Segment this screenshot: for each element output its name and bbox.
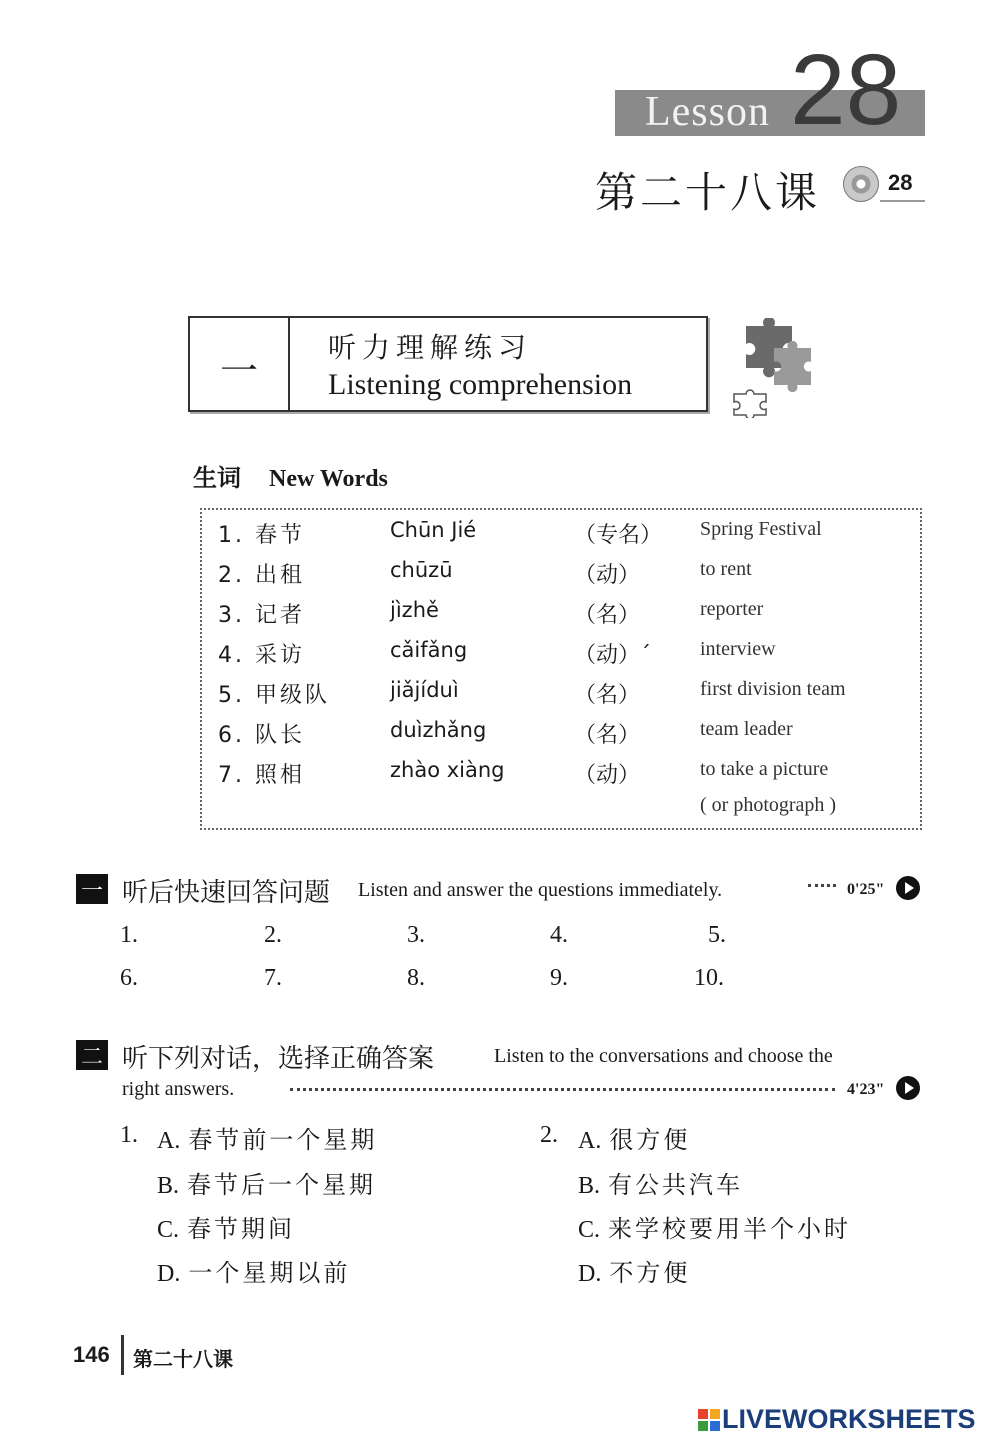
answer-number: 8. bbox=[407, 965, 425, 991]
answer-number: 9. bbox=[550, 965, 568, 991]
option-letter: A. bbox=[578, 1128, 602, 1154]
vocab-part-of-speech: （动） bbox=[574, 563, 641, 588]
exercise-2-leader-dots bbox=[290, 1088, 835, 1091]
exercise-1-audio-time: 0'25" bbox=[847, 881, 885, 898]
option-letter: D. bbox=[157, 1261, 181, 1287]
vocab-english: to rent bbox=[700, 558, 752, 580]
vocab-part-of-speech: （名） bbox=[574, 603, 641, 628]
option-letter: A. bbox=[157, 1128, 181, 1154]
vocab-english: reporter bbox=[700, 598, 764, 620]
option-text: 有公共汽车 bbox=[608, 1171, 744, 1199]
vocab-english: team leader bbox=[700, 718, 793, 740]
option-letter: C. bbox=[157, 1217, 180, 1243]
track-underline bbox=[880, 200, 925, 202]
vocab-pinyin: chūzū bbox=[390, 558, 453, 582]
option-text: 春节期间 bbox=[187, 1215, 296, 1243]
section-title-cn: 听力理解练习 bbox=[328, 331, 533, 364]
option-text: 春节后一个星期 bbox=[187, 1171, 377, 1199]
exercise-1-title-en: Listen and answer the questions immediately. bbox=[358, 879, 723, 901]
exercise-2-play-icon[interactable] bbox=[896, 1076, 920, 1100]
vocab-pinyin: zhào xiàng bbox=[390, 758, 505, 782]
option-letter: B. bbox=[157, 1173, 180, 1199]
page-title: 第二十八课 bbox=[133, 1347, 233, 1371]
vocab-chinese: 2. 出租 bbox=[218, 563, 305, 588]
vocab-chinese: 1. 春节 bbox=[218, 523, 305, 548]
option-text: 很方便 bbox=[609, 1126, 691, 1154]
vocab-chinese: 6. 队长 bbox=[218, 723, 305, 748]
vocab-english: to take a picture bbox=[700, 758, 829, 780]
q2-option-d[interactable] bbox=[578, 1253, 690, 1288]
exercise-2-marker: 二 bbox=[76, 1040, 108, 1070]
vocab-pinyin: Chūn Jié bbox=[390, 518, 477, 542]
vocab-pinyin: duìzhǎng bbox=[390, 718, 487, 742]
vocab-pinyin: jìzhě bbox=[390, 598, 439, 622]
vocab-chinese: 3. 记者 bbox=[218, 603, 305, 628]
vocab-chinese: 5. 甲级队 bbox=[218, 683, 330, 708]
q2-option-a[interactable] bbox=[578, 1120, 690, 1155]
answer-number: 4. bbox=[550, 922, 568, 948]
exercise-2-title-en-cont: right answers. bbox=[122, 1078, 235, 1100]
answer-number: 7. bbox=[264, 965, 282, 991]
vocab-english: Spring Festival bbox=[700, 518, 822, 540]
vocab-part-of-speech: （名） bbox=[574, 683, 641, 708]
exercise-2-title-cn: 听下列对话，选择正确答案 bbox=[122, 1044, 435, 1074]
option-text: 一个星期以前 bbox=[188, 1259, 351, 1287]
vocab-chinese: 7. 照相 bbox=[218, 763, 305, 788]
lesson-title-cn: 第二十八课 bbox=[595, 168, 821, 217]
answer-number: 1. bbox=[120, 922, 138, 948]
vocab-chinese: 4. 采访 bbox=[218, 643, 305, 668]
exercise-1-play-icon[interactable] bbox=[896, 876, 920, 900]
answer-number: 2. bbox=[264, 922, 282, 948]
option-letter: D. bbox=[578, 1261, 602, 1287]
vocab-part-of-speech: （动）´ bbox=[574, 643, 652, 668]
q1-option-c[interactable] bbox=[157, 1209, 295, 1244]
option-text: 不方便 bbox=[609, 1259, 691, 1287]
exercise-2-title-en: Listen to the conversations and choose the bbox=[494, 1045, 833, 1067]
question-2-number: 2. bbox=[540, 1122, 558, 1148]
option-letter: B. bbox=[578, 1173, 601, 1199]
section-title-en: Listening comprehension bbox=[328, 368, 633, 401]
option-text: 春节前一个星期 bbox=[188, 1126, 378, 1154]
section-divider bbox=[288, 316, 290, 412]
option-letter: C. bbox=[578, 1217, 601, 1243]
vocab-english: interview bbox=[700, 638, 776, 660]
q1-option-a[interactable] bbox=[157, 1120, 377, 1155]
exercise-1-title-cn: 听后快速回答问题 bbox=[122, 878, 331, 908]
lesson-number: 28 bbox=[790, 34, 902, 146]
q2-option-c[interactable] bbox=[578, 1209, 851, 1244]
vocab-part-of-speech: （动） bbox=[574, 763, 641, 788]
q2-option-b[interactable] bbox=[578, 1165, 743, 1200]
answer-number: 5. bbox=[708, 922, 726, 948]
vocabulary-table bbox=[200, 508, 922, 830]
liveworksheets-logo-icon bbox=[698, 1409, 720, 1431]
question-1 bbox=[120, 1120, 146, 1149]
page-divider bbox=[121, 1335, 124, 1375]
question-2 bbox=[540, 1120, 566, 1149]
vocab-pinyin: jiǎjíduì bbox=[390, 678, 459, 702]
answer-number: 10. bbox=[694, 965, 724, 991]
vocab-pinyin: cǎifǎng bbox=[390, 638, 468, 662]
vocab-english: first division team bbox=[700, 678, 846, 700]
option-text: 来学校要用半个小时 bbox=[608, 1215, 852, 1243]
audio-cd-icon[interactable] bbox=[843, 166, 879, 202]
exercise-1-leader-dots bbox=[808, 884, 836, 887]
answer-number: 3. bbox=[407, 922, 425, 948]
vocab-english-extra: ( or photograph ) bbox=[700, 794, 837, 816]
question-1-number: 1. bbox=[120, 1122, 138, 1148]
new-words-title-cn: 生词 bbox=[193, 463, 241, 492]
page-number: 146 bbox=[73, 1342, 110, 1367]
exercise-1-marker: 一 bbox=[76, 874, 108, 904]
lesson-word: Lesson bbox=[645, 89, 770, 135]
answer-number: 6. bbox=[120, 965, 138, 991]
vocab-part-of-speech: （专名） bbox=[574, 523, 663, 548]
exercise-2-audio-time: 4'23" bbox=[847, 1081, 885, 1098]
vocab-part-of-speech: （名） bbox=[574, 723, 641, 748]
new-words-title-en: New Words bbox=[269, 466, 388, 492]
q1-option-d[interactable] bbox=[157, 1253, 350, 1288]
q1-option-b[interactable] bbox=[157, 1165, 376, 1200]
liveworksheets-brand[interactable]: LIVEWORKSHEETS bbox=[722, 1404, 976, 1434]
new-words-title bbox=[193, 458, 388, 493]
track-number: 28 bbox=[888, 170, 913, 195]
puzzle-icon bbox=[728, 318, 818, 418]
section-number: 一 bbox=[220, 349, 259, 393]
